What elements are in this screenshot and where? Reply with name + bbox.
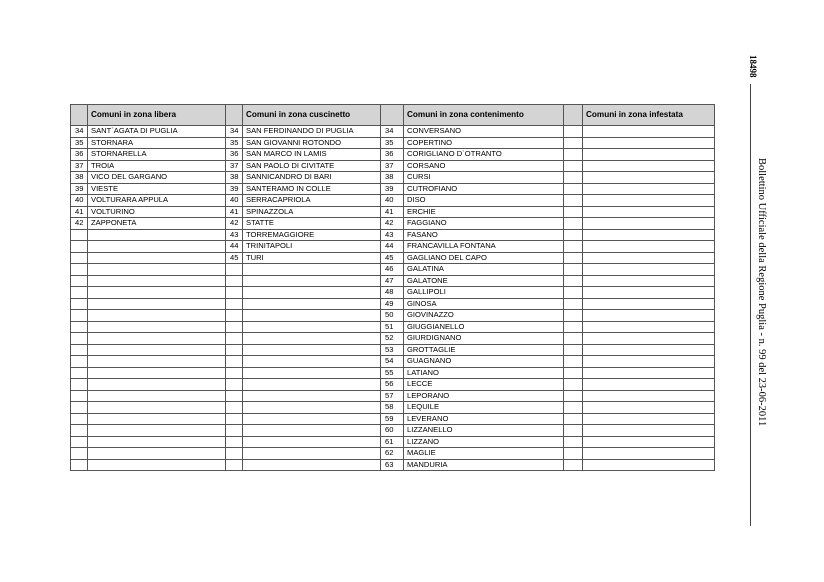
cell-libera-comune — [88, 252, 226, 264]
cell-contenimento-num: 34 — [381, 126, 404, 138]
column-header-contenimento: Comuni in zona contenimento — [404, 105, 564, 126]
table-row — [71, 459, 715, 471]
cell-contenimento-comune: FASANO — [404, 229, 564, 241]
cell-contenimento-comune: LIZZANELLO — [404, 425, 564, 437]
cell-libera-comune: VIESTE — [88, 183, 226, 195]
cell-cuscinetto-comune: TRINITAPOLI — [243, 241, 381, 253]
table-row — [71, 321, 715, 333]
cell-contenimento-num: 49 — [381, 298, 404, 310]
cell-libera-comune — [88, 448, 226, 460]
table-row — [71, 425, 715, 437]
cell-contenimento-comune: CORIGLIANO D`OTRANTO — [404, 149, 564, 161]
cell-cuscinetto-comune — [243, 321, 381, 333]
cell-libera-num: 41 — [71, 206, 88, 218]
cell-libera-comune — [88, 275, 226, 287]
cell-cuscinetto-comune — [243, 298, 381, 310]
cell-libera-num — [71, 229, 88, 241]
cell-libera-num — [71, 402, 88, 414]
cell-contenimento-num: 47 — [381, 275, 404, 287]
cell-contenimento-num: 40 — [381, 195, 404, 207]
cell-libera-num: 42 — [71, 218, 88, 230]
cell-cuscinetto-comune — [243, 436, 381, 448]
cell-libera-comune: VICO DEL GARGANO — [88, 172, 226, 184]
cell-cuscinetto-num — [226, 425, 243, 437]
cell-contenimento-comune: CONVERSANO — [404, 126, 564, 138]
cell-libera-num: 34 — [71, 126, 88, 138]
cell-cuscinetto-comune — [243, 390, 381, 402]
table-row — [71, 195, 715, 207]
cell-contenimento-num: 38 — [381, 172, 404, 184]
cell-infestata-num — [564, 436, 583, 448]
cell-infestata-comune — [583, 126, 715, 138]
cell-libera-comune: VOLTURARA APPULA — [88, 195, 226, 207]
table-row — [71, 149, 715, 161]
cell-cuscinetto-num: 39 — [226, 183, 243, 195]
cell-libera-comune: STORNARELLA — [88, 149, 226, 161]
cell-infestata-comune — [583, 149, 715, 161]
cell-libera-comune — [88, 264, 226, 276]
cell-libera-comune — [88, 402, 226, 414]
num-header-cuscinetto — [226, 105, 243, 126]
cell-infestata-comune — [583, 218, 715, 230]
cell-infestata-comune — [583, 367, 715, 379]
cell-contenimento-comune: FRANCAVILLA FONTANA — [404, 241, 564, 253]
cell-libera-comune — [88, 287, 226, 299]
cell-contenimento-num: 60 — [381, 425, 404, 437]
cell-libera-comune — [88, 241, 226, 253]
cell-infestata-num — [564, 448, 583, 460]
cell-contenimento-num: 54 — [381, 356, 404, 368]
cell-contenimento-comune: CORSANO — [404, 160, 564, 172]
column-header-infestata: Comuni in zona infestata — [583, 105, 715, 126]
cell-libera-num — [71, 241, 88, 253]
cell-cuscinetto-comune — [243, 310, 381, 322]
table-row — [71, 413, 715, 425]
cell-cuscinetto-num: 38 — [226, 172, 243, 184]
cell-libera-num — [71, 264, 88, 276]
cell-libera-num — [71, 379, 88, 391]
table-row — [71, 218, 715, 230]
cell-infestata-num — [564, 264, 583, 276]
cell-cuscinetto-comune — [243, 367, 381, 379]
cell-infestata-num — [564, 367, 583, 379]
cell-cuscinetto-num: 35 — [226, 137, 243, 149]
cell-infestata-comune — [583, 298, 715, 310]
cell-cuscinetto-num — [226, 448, 243, 460]
table-row — [71, 160, 715, 172]
cell-cuscinetto-comune: STATTE — [243, 218, 381, 230]
cell-contenimento-comune: LEVERANO — [404, 413, 564, 425]
cell-cuscinetto-num — [226, 298, 243, 310]
cell-contenimento-comune: GINOSA — [404, 298, 564, 310]
cell-libera-comune — [88, 413, 226, 425]
cell-infestata-comune — [583, 356, 715, 368]
cell-infestata-comune — [583, 172, 715, 184]
cell-libera-num — [71, 367, 88, 379]
cell-cuscinetto-comune: SAN FERDINANDO DI PUGLIA — [243, 126, 381, 138]
cell-infestata-comune — [583, 160, 715, 172]
cell-libera-comune — [88, 321, 226, 333]
cell-contenimento-comune: COPERTINO — [404, 137, 564, 149]
cell-libera-comune — [88, 459, 226, 471]
cell-cuscinetto-comune — [243, 448, 381, 460]
cell-libera-num: 35 — [71, 137, 88, 149]
cell-cuscinetto-comune — [243, 459, 381, 471]
cell-contenimento-comune: GALLIPOLI — [404, 287, 564, 299]
cell-cuscinetto-comune — [243, 344, 381, 356]
table-row — [71, 183, 715, 195]
table-row — [71, 264, 715, 276]
cell-infestata-num — [564, 126, 583, 138]
cell-infestata-comune — [583, 402, 715, 414]
cell-cuscinetto-num — [226, 367, 243, 379]
cell-infestata-num — [564, 356, 583, 368]
cell-cuscinetto-num: 42 — [226, 218, 243, 230]
cell-infestata-num — [564, 206, 583, 218]
cell-contenimento-num: 44 — [381, 241, 404, 253]
table-row — [71, 275, 715, 287]
zone-table — [70, 104, 715, 471]
table-row — [71, 390, 715, 402]
cell-infestata-comune — [583, 321, 715, 333]
cell-cuscinetto-num — [226, 356, 243, 368]
cell-infestata-comune — [583, 275, 715, 287]
cell-cuscinetto-num — [226, 390, 243, 402]
cell-libera-comune — [88, 298, 226, 310]
cell-contenimento-comune: LIZZANO — [404, 436, 564, 448]
cell-contenimento-num: 52 — [381, 333, 404, 345]
cell-infestata-num — [564, 333, 583, 345]
cell-cuscinetto-num: 40 — [226, 195, 243, 207]
cell-libera-comune: TROIA — [88, 160, 226, 172]
cell-cuscinetto-num: 44 — [226, 241, 243, 253]
cell-infestata-num — [564, 310, 583, 322]
cell-cuscinetto-num — [226, 275, 243, 287]
cell-infestata-num — [564, 413, 583, 425]
cell-cuscinetto-num — [226, 264, 243, 276]
cell-infestata-comune — [583, 206, 715, 218]
cell-cuscinetto-num: 41 — [226, 206, 243, 218]
cell-infestata-comune — [583, 287, 715, 299]
cell-libera-comune: SANT`AGATA DI PUGLIA — [88, 126, 226, 138]
table-row — [71, 298, 715, 310]
cell-contenimento-num: 37 — [381, 160, 404, 172]
cell-cuscinetto-num: 43 — [226, 229, 243, 241]
cell-cuscinetto-num — [226, 402, 243, 414]
cell-libera-num — [71, 459, 88, 471]
cell-contenimento-comune: GUAGNANO — [404, 356, 564, 368]
cell-contenimento-num: 50 — [381, 310, 404, 322]
cell-cuscinetto-num — [226, 333, 243, 345]
cell-libera-num — [71, 310, 88, 322]
cell-infestata-comune — [583, 252, 715, 264]
cell-infestata-comune — [583, 264, 715, 276]
cell-cuscinetto-comune: SANNICANDRO DI BARI — [243, 172, 381, 184]
cell-libera-num — [71, 321, 88, 333]
cell-infestata-num — [564, 402, 583, 414]
cell-contenimento-comune: GIOVINAZZO — [404, 310, 564, 322]
header-row — [71, 105, 715, 126]
cell-libera-num — [71, 333, 88, 345]
cell-cuscinetto-comune: SANTERAMO IN COLLE — [243, 183, 381, 195]
cell-infestata-comune — [583, 344, 715, 356]
cell-infestata-num — [564, 344, 583, 356]
cell-cuscinetto-num — [226, 287, 243, 299]
cell-cuscinetto-num — [226, 321, 243, 333]
cell-infestata-num — [564, 298, 583, 310]
cell-infestata-num — [564, 287, 583, 299]
cell-libera-num — [71, 344, 88, 356]
cell-contenimento-num: 45 — [381, 252, 404, 264]
cell-contenimento-comune: LATIANO — [404, 367, 564, 379]
cell-contenimento-num: 53 — [381, 344, 404, 356]
cell-infestata-comune — [583, 195, 715, 207]
num-header-infestata — [564, 105, 583, 126]
cell-infestata-comune — [583, 183, 715, 195]
cell-libera-comune — [88, 390, 226, 402]
cell-contenimento-comune: ERCHIE — [404, 206, 564, 218]
cell-libera-comune — [88, 310, 226, 322]
cell-infestata-comune — [583, 241, 715, 253]
cell-libera-comune — [88, 367, 226, 379]
cell-contenimento-comune: DISO — [404, 195, 564, 207]
cell-infestata-comune — [583, 459, 715, 471]
cell-contenimento-comune: GAGLIANO DEL CAPO — [404, 252, 564, 264]
cell-libera-num — [71, 298, 88, 310]
cell-contenimento-num: 58 — [381, 402, 404, 414]
page-number: 18498 — [748, 55, 758, 78]
cell-cuscinetto-num — [226, 436, 243, 448]
side-divider — [750, 84, 751, 526]
cell-contenimento-num: 41 — [381, 206, 404, 218]
cell-infestata-comune — [583, 310, 715, 322]
table-row — [71, 287, 715, 299]
cell-contenimento-comune: GIUGGIANELLO — [404, 321, 564, 333]
cell-infestata-num — [564, 390, 583, 402]
table-row — [71, 333, 715, 345]
cell-infestata-num — [564, 321, 583, 333]
cell-cuscinetto-comune — [243, 356, 381, 368]
cell-cuscinetto-comune: SAN MARCO IN LAMIS — [243, 149, 381, 161]
cell-cuscinetto-comune: TURI — [243, 252, 381, 264]
cell-libera-num — [71, 390, 88, 402]
table-row — [71, 402, 715, 414]
cell-libera-num — [71, 252, 88, 264]
cell-infestata-num — [564, 172, 583, 184]
cell-cuscinetto-comune — [243, 413, 381, 425]
cell-cuscinetto-comune — [243, 275, 381, 287]
cell-cuscinetto-comune — [243, 333, 381, 345]
table-row — [71, 229, 715, 241]
cell-libera-num — [71, 425, 88, 437]
cell-libera-comune — [88, 436, 226, 448]
cell-infestata-num — [564, 195, 583, 207]
cell-cuscinetto-num: 36 — [226, 149, 243, 161]
cell-contenimento-num: 61 — [381, 436, 404, 448]
cell-infestata-comune — [583, 448, 715, 460]
cell-infestata-num — [564, 160, 583, 172]
cell-contenimento-num: 51 — [381, 321, 404, 333]
cell-cuscinetto-comune — [243, 379, 381, 391]
cell-libera-comune — [88, 344, 226, 356]
cell-cuscinetto-comune: SERRACAPRIOLA — [243, 195, 381, 207]
cell-contenimento-num: 62 — [381, 448, 404, 460]
cell-cuscinetto-num — [226, 344, 243, 356]
cell-contenimento-comune: CUTROFIANO — [404, 183, 564, 195]
cell-cuscinetto-comune: SAN PAOLO DI CIVITATE — [243, 160, 381, 172]
cell-contenimento-comune: GALATONE — [404, 275, 564, 287]
cell-cuscinetto-num — [226, 413, 243, 425]
cell-infestata-num — [564, 229, 583, 241]
cell-libera-num: 37 — [71, 160, 88, 172]
cell-libera-num: 36 — [71, 149, 88, 161]
cell-cuscinetto-num — [226, 459, 243, 471]
cell-libera-comune — [88, 379, 226, 391]
table-row — [71, 252, 715, 264]
column-header-cuscinetto: Comuni in zona cuscinetto — [243, 105, 381, 126]
cell-infestata-num — [564, 425, 583, 437]
cell-libera-comune — [88, 333, 226, 345]
cell-cuscinetto-comune — [243, 402, 381, 414]
cell-libera-num — [71, 356, 88, 368]
cell-cuscinetto-comune: SPINAZZOLA — [243, 206, 381, 218]
cell-cuscinetto-num: 37 — [226, 160, 243, 172]
cell-infestata-comune — [583, 390, 715, 402]
cell-infestata-num — [564, 379, 583, 391]
cell-contenimento-comune: GIURDIGNANO — [404, 333, 564, 345]
cell-contenimento-num: 59 — [381, 413, 404, 425]
table-body — [71, 126, 715, 471]
cell-contenimento-comune: LEQUILE — [404, 402, 564, 414]
cell-contenimento-num: 35 — [381, 137, 404, 149]
table-row — [71, 241, 715, 253]
cell-contenimento-comune: GALATINA — [404, 264, 564, 276]
cell-cuscinetto-comune: SAN GIOVANNI ROTONDO — [243, 137, 381, 149]
num-header-contenimento — [381, 105, 404, 126]
cell-infestata-comune — [583, 137, 715, 149]
cell-infestata-comune — [583, 229, 715, 241]
table-row — [71, 448, 715, 460]
table-row — [71, 137, 715, 149]
cell-contenimento-comune: LEPORANO — [404, 390, 564, 402]
cell-libera-num — [71, 448, 88, 460]
cell-libera-num — [71, 413, 88, 425]
table-row — [71, 206, 715, 218]
cell-cuscinetto-num — [226, 379, 243, 391]
table-row — [71, 172, 715, 184]
table-row — [71, 126, 715, 138]
cell-infestata-comune — [583, 413, 715, 425]
cell-cuscinetto-num: 34 — [226, 126, 243, 138]
cell-libera-num: 38 — [71, 172, 88, 184]
cell-contenimento-comune: FAGGIANO — [404, 218, 564, 230]
cell-infestata-num — [564, 459, 583, 471]
num-header-libera — [71, 105, 88, 126]
bulletin-title: Bollettino Ufficiale della Regione Puglia - n. 99 del 23-06-2011 — [756, 158, 767, 427]
cell-infestata-num — [564, 218, 583, 230]
cell-contenimento-num: 43 — [381, 229, 404, 241]
cell-contenimento-num: 56 — [381, 379, 404, 391]
cell-libera-num — [71, 275, 88, 287]
table-row — [71, 436, 715, 448]
cell-cuscinetto-comune — [243, 287, 381, 299]
table-row — [71, 367, 715, 379]
cell-contenimento-comune: MAGLIE — [404, 448, 564, 460]
table-row — [71, 310, 715, 322]
column-header-libera: Comuni in zona libera — [88, 105, 226, 126]
table-row — [71, 379, 715, 391]
cell-libera-num: 39 — [71, 183, 88, 195]
cell-infestata-num — [564, 252, 583, 264]
cell-libera-comune: VOLTURINO — [88, 206, 226, 218]
cell-contenimento-comune: CURSI — [404, 172, 564, 184]
cell-contenimento-num: 63 — [381, 459, 404, 471]
cell-infestata-comune — [583, 436, 715, 448]
cell-infestata-num — [564, 275, 583, 287]
cell-contenimento-num: 46 — [381, 264, 404, 276]
cell-libera-comune: ZAPPONETA — [88, 218, 226, 230]
cell-infestata-comune — [583, 333, 715, 345]
cell-contenimento-num: 39 — [381, 183, 404, 195]
cell-libera-comune: STORNARA — [88, 137, 226, 149]
cell-infestata-comune — [583, 379, 715, 391]
cell-infestata-num — [564, 149, 583, 161]
cell-libera-num — [71, 436, 88, 448]
cell-infestata-num — [564, 183, 583, 195]
cell-contenimento-num: 42 — [381, 218, 404, 230]
cell-cuscinetto-num: 45 — [226, 252, 243, 264]
cell-contenimento-comune: GROTTAGLIE — [404, 344, 564, 356]
cell-cuscinetto-comune: TORREMAGGIORE — [243, 229, 381, 241]
cell-libera-comune — [88, 425, 226, 437]
cell-infestata-num — [564, 137, 583, 149]
table-row — [71, 344, 715, 356]
cell-libera-comune — [88, 229, 226, 241]
cell-cuscinetto-num — [226, 310, 243, 322]
cell-infestata-num — [564, 241, 583, 253]
cell-cuscinetto-comune — [243, 425, 381, 437]
cell-contenimento-num: 57 — [381, 390, 404, 402]
cell-libera-comune — [88, 356, 226, 368]
cell-cuscinetto-comune — [243, 264, 381, 276]
cell-contenimento-num: 36 — [381, 149, 404, 161]
cell-contenimento-comune: LECCE — [404, 379, 564, 391]
cell-libera-num — [71, 287, 88, 299]
cell-contenimento-num: 48 — [381, 287, 404, 299]
table-row — [71, 356, 715, 368]
cell-infestata-comune — [583, 425, 715, 437]
cell-libera-num: 40 — [71, 195, 88, 207]
cell-contenimento-num: 55 — [381, 367, 404, 379]
cell-contenimento-comune: MANDURIA — [404, 459, 564, 471]
